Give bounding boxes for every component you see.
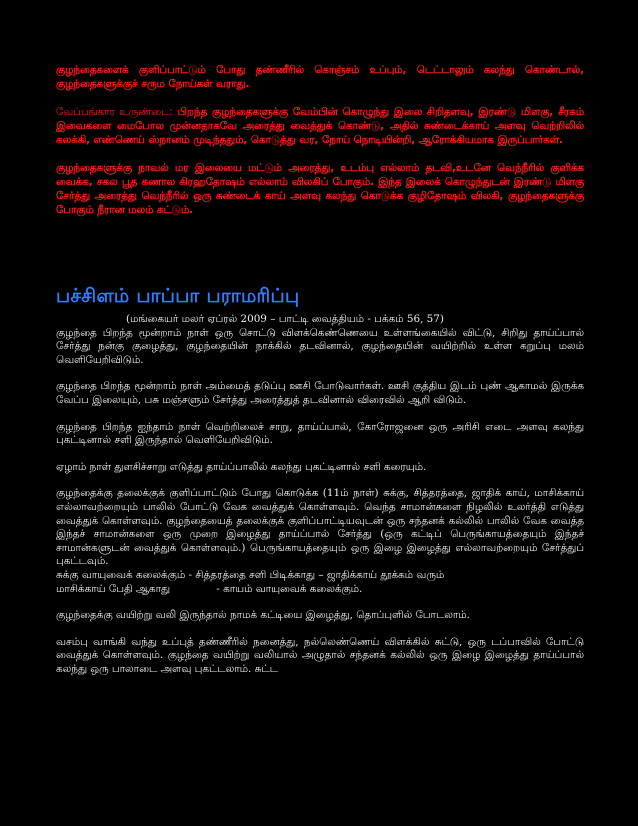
effects-line-2: மாசிக்காய் பேதி ஆகாது - காயம் வாயுவைக் கலைக்கும். [56,582,363,595]
red-paragraph-3: குழந்தைகளுக்கு நாவல் மர இலையை மட்டும் அரைத்து, உடம்பு எல்லாம் தடவி,உடனே வெந்நீரில் குளிக்க வைக்க, சகல பூத கணால கிரஹதோஷம் எல்லாம் விலகிப் போகும். இந்த இலைக் கொழுந்துடன் இரண்டு மிளகு சேர்த்து அரைத்து வெந்நீரில் ஒரு சுண்டைக் காய் அளவு கலந்து கொடுக்க குழிதோஷம் விலகி, குழந்தைகளுக்கு போகும் நீரான மலம் கட்டும். [56,162,584,216]
main-section [56,284,584,676]
red-paragraph-2-label: வேப்பங்கார உருண்டை: [56,106,173,118]
red-paragraph-2-text: பிறந்த குழந்தைகளுக்கு வேம்பின் கொழுந்து இலை சிறிதளவு, இரண்டு மிளகு, சீரகம் இவைகளை மைபோல முன்னதாகவே அரைத்து வைத்துக் கொண்டு, அதில் சுண்டைக்காய் அளவு வெற்றிலில் கலக்கி, எண்ணெய் ஸ்நானம் முடிந்ததும், கொடுத்து வர, நோய் நொடியின்றி, ஆரோக்கியமாக இருப்பார்கள். [56,106,585,146]
paragraph-3: குழந்தை பிறந்த ஐந்தாம் நாள் வெற்றிலைச் சாறு, தாய்ப்பால், கோரோஜனை ஒரு அரிசி எடை அளவு கலந்து புகட்டினால் சளி இருந்தால் வெளியேறிவிடும். [56,420,584,447]
paragraph-6: குழந்தைக்கு வயிற்று வலி இருந்தால் நாமக் கட்டியை இழைத்து, தொப்புளில் போடலாம். [56,609,470,622]
page-title: பச்சிளம் பாப்பா பராமரிப்பு [56,285,300,307]
red-paragraph-1: குழந்தைகளைக் குளிப்பாட்டும் போது தண்ணீரில் கொஞ்சம் உப்பும், டெட்டாலும் கலந்து கொண்டால், குழந்தைகளுக்குச் சரும நோய்கள் வராது. [56,64,584,90]
paragraph-5: குழந்தைக்கு தலைக்குக் குளிப்பாட்டும் போது கொடுக்க (11ம் நாள்) சுக்கு, சித்தரத்தை, ஜாதிக் காய், மாசிக்காய் எல்லாவற்றையும் பாலில் போட்டு வேக வைத்துக் கொள்ளவும். வெந்த சாமான்களை நிழலில் உலர்த்தி எடுத்து வைத்துக் கொள்ளவும். குழந்தையைத் தலைக்குக் குளிப்பாட்டியவுடன் ஒரு சந்தனக் கல்லில் பாலில் வேக வைத்த இந்தச் சாமான்களை ஒரு முறை இழைத்து தாய்ப்பால் சேர்த்து (ஒரு கட்டிப் பெருங்காயத்தையும் இந்தச் சாமான்களுடன் வைத்துக் கொள்ளவும்.) பெருங்காயத்தையும் ஒரு இழை இழைத்து எல்லாவற்றையும் சேர்த்துப் புகட்டவும். [56,487,584,568]
effects-line-1: சுக்கு வாயுவைக் கலைக்கும் - சித்தரத்தை சளி பிடிக்காது – ஜாதிக்காய் தூக்கம் வரும் [56,568,445,581]
paragraph-7: வசம்பு வாங்கி வந்து உப்புத் தண்ணீரில் நனைத்து, நல்லெண்ணெய் விளக்கில் சுட்டு, ஒரு டப்பாவில் போட்டு வைத்துக் கொள்ளவும். குழந்தை வயிற்று வலியால் அழுதால் சந்தனக் கல்லில் ஒரு இழை இழைத்து தாய்ப்பால் கலந்து ஒரு பாலாடை அளவு புகட்டலாம். சுட்ட [56,635,584,675]
paragraph-2: குழந்தை பிறந்த மூன்றாம் நாள் அம்மைத் தடுப்பு ஊசி போடுவார்கள். ஊசி குத்திய இடம் புண் ஆகாமல் இருக்க வேப்ப இலையும், பசு மஞ்சளும் சேர்த்து அரைத்துத் தடவினால் விரைவில் ஆறி விடும். [56,380,584,406]
paragraph-4: ஏழாம் நாள் துளசிச்சாறு எடுத்து தாய்ப்பாலில் கலந்து புகட்டினால் சளி கரையும். [56,460,427,473]
paragraph-1: குழந்தை பிறந்த மூன்றாம் நாள் ஒரு சொட்டு விளக்கெண்ணெயை உள்ளங்கையில் விட்டு, சிறிது தாய்ப்பால் சேர்த்து நன்கு குழைத்து, குழந்தையின் நாக்கில் தடவினால், குழந்தையின் வயிற்றில் உள்ள கறுப்பு மலம் வெளியேறிவிடும். [56,326,584,366]
red-paragraph-2 [56,105,584,147]
red-section [56,63,584,217]
source-subheading: (மங்கையர் மலர் ஏப்ரல் 2009 – பாட்டி வைத்தியம் - பக்கம் 56, 57) [126,313,444,325]
